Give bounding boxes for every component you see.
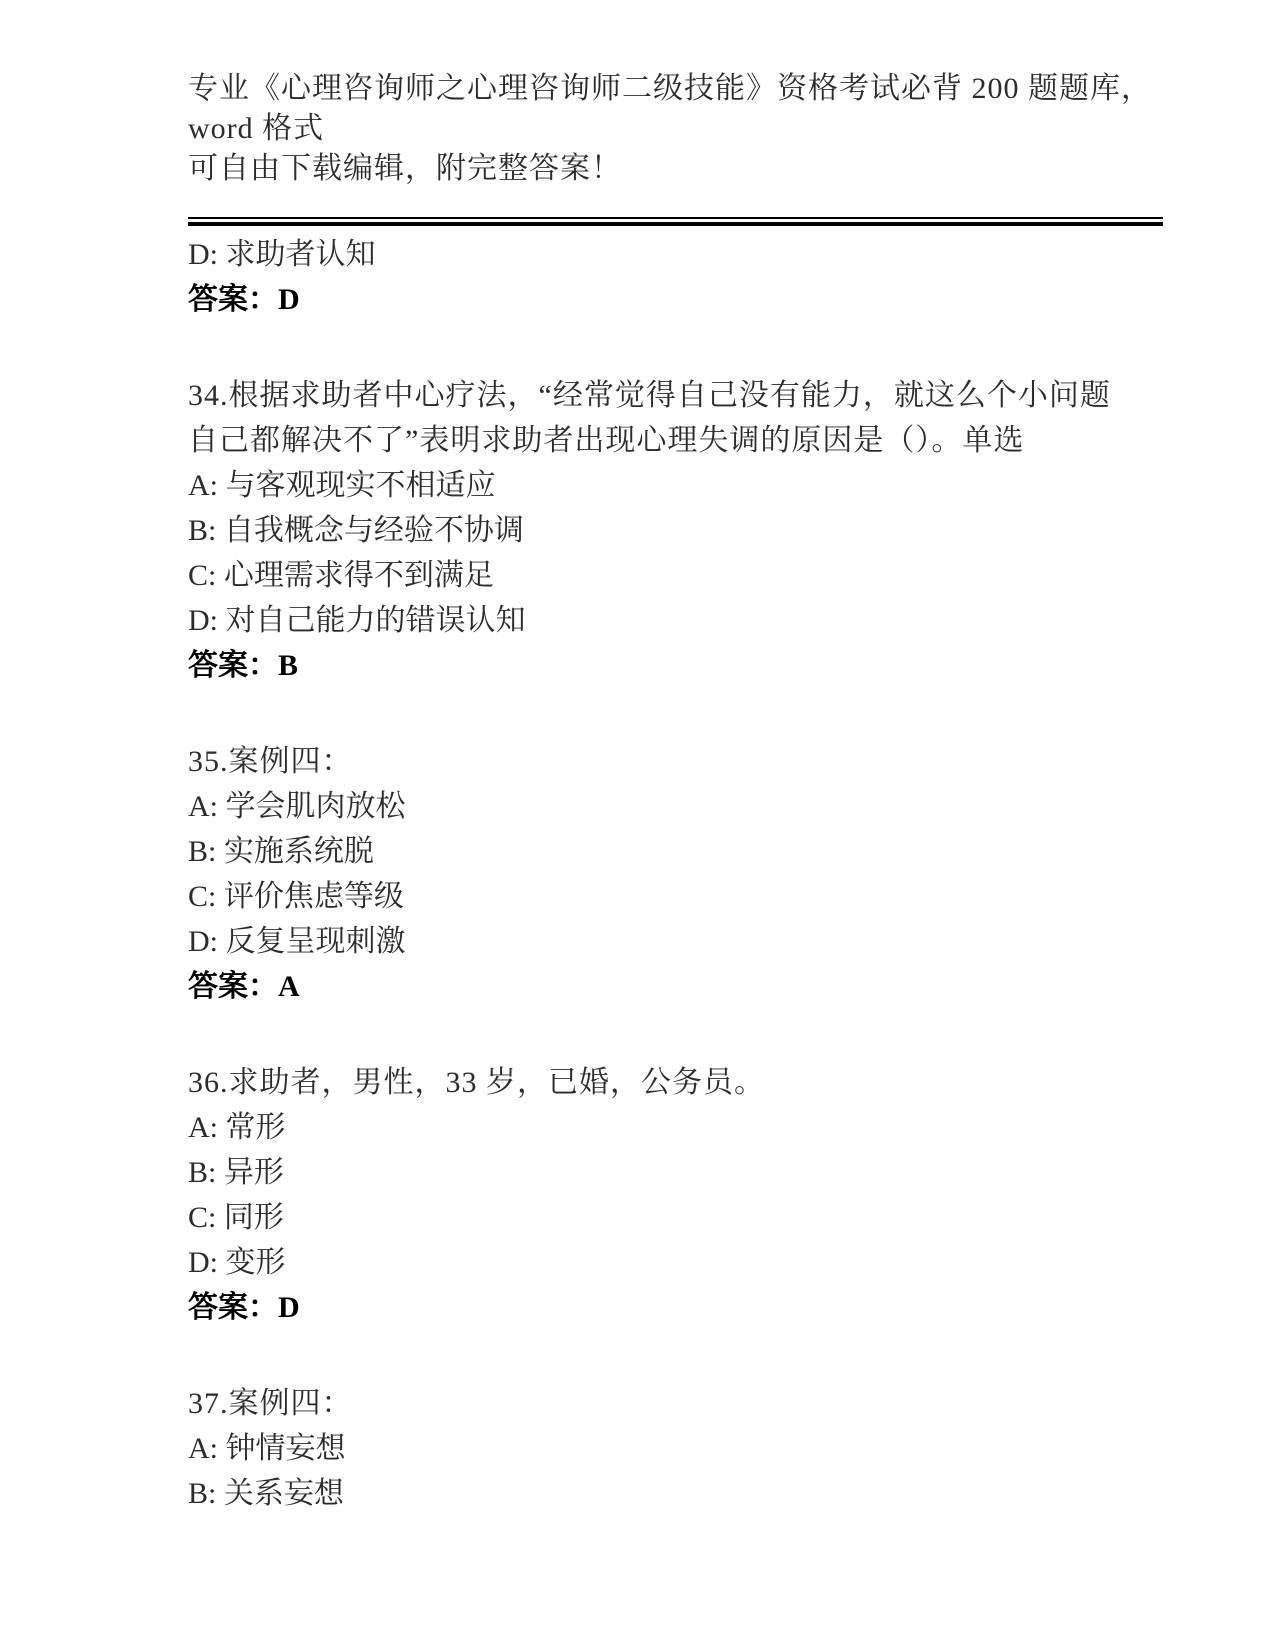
option-d: D: 变形 — [188, 1246, 286, 1279]
question-text-line-1: 36.求助者，男性，33 岁，已婚，公务员。 — [188, 1066, 765, 1099]
question-block-37 — [188, 1381, 1163, 1516]
option-c: C: 同形 — [188, 1201, 284, 1234]
option-a: A: 常形 — [188, 1111, 286, 1144]
title-line-2: 可自由下载编辑，附完整答案！ — [188, 152, 622, 185]
question-text-line-1: 35.案例四： — [188, 745, 353, 778]
option-d: D: 反复呈现刺激 — [188, 925, 406, 958]
answer-line: 答案：D — [188, 283, 300, 316]
header-divider — [188, 217, 1163, 226]
option-d: D: 对自己能力的错误认知 — [188, 604, 526, 637]
document-title — [188, 69, 1163, 189]
option-a: A: 钟情妄想 — [188, 1432, 346, 1465]
question-text-line-1: 37.案例四： — [188, 1387, 353, 1420]
option-d: D: 求助者认知 — [188, 238, 376, 271]
option-a: A: 学会肌肉放松 — [188, 790, 406, 823]
question-text-line-2: 自己都解决不了”表明求助者出现心理失调的原因是（）。单选 — [188, 424, 1025, 457]
question-text-line-1: 34.根据求助者中心疗法，“经常觉得自己没有能力，就这么个小问题 — [188, 379, 1111, 412]
option-b: B: 实施系统脱 — [188, 835, 374, 868]
option-b: B: 自我概念与经验不协调 — [188, 514, 524, 547]
document-content — [188, 0, 1163, 1516]
question-block-36 — [188, 1060, 1163, 1330]
question-block-carryover — [188, 232, 1163, 322]
option-b: B: 关系妄想 — [188, 1477, 344, 1510]
title-line-1: 专业《心理咨询师之心理咨询师二级技能》资格考试必背 200 题题库，word 格式 — [188, 72, 1152, 145]
answer-line: 答案：D — [188, 1291, 300, 1324]
option-c: C: 评价焦虑等级 — [188, 880, 404, 913]
question-block-35 — [188, 739, 1163, 1009]
option-c: C: 心理需求得不到满足 — [188, 559, 494, 592]
option-a: A: 与客观现实不相适应 — [188, 469, 496, 502]
question-block-34 — [188, 373, 1163, 688]
option-b: B: 异形 — [188, 1156, 284, 1189]
answer-line: 答案：A — [188, 970, 300, 1003]
answer-line: 答案：B — [188, 649, 299, 682]
